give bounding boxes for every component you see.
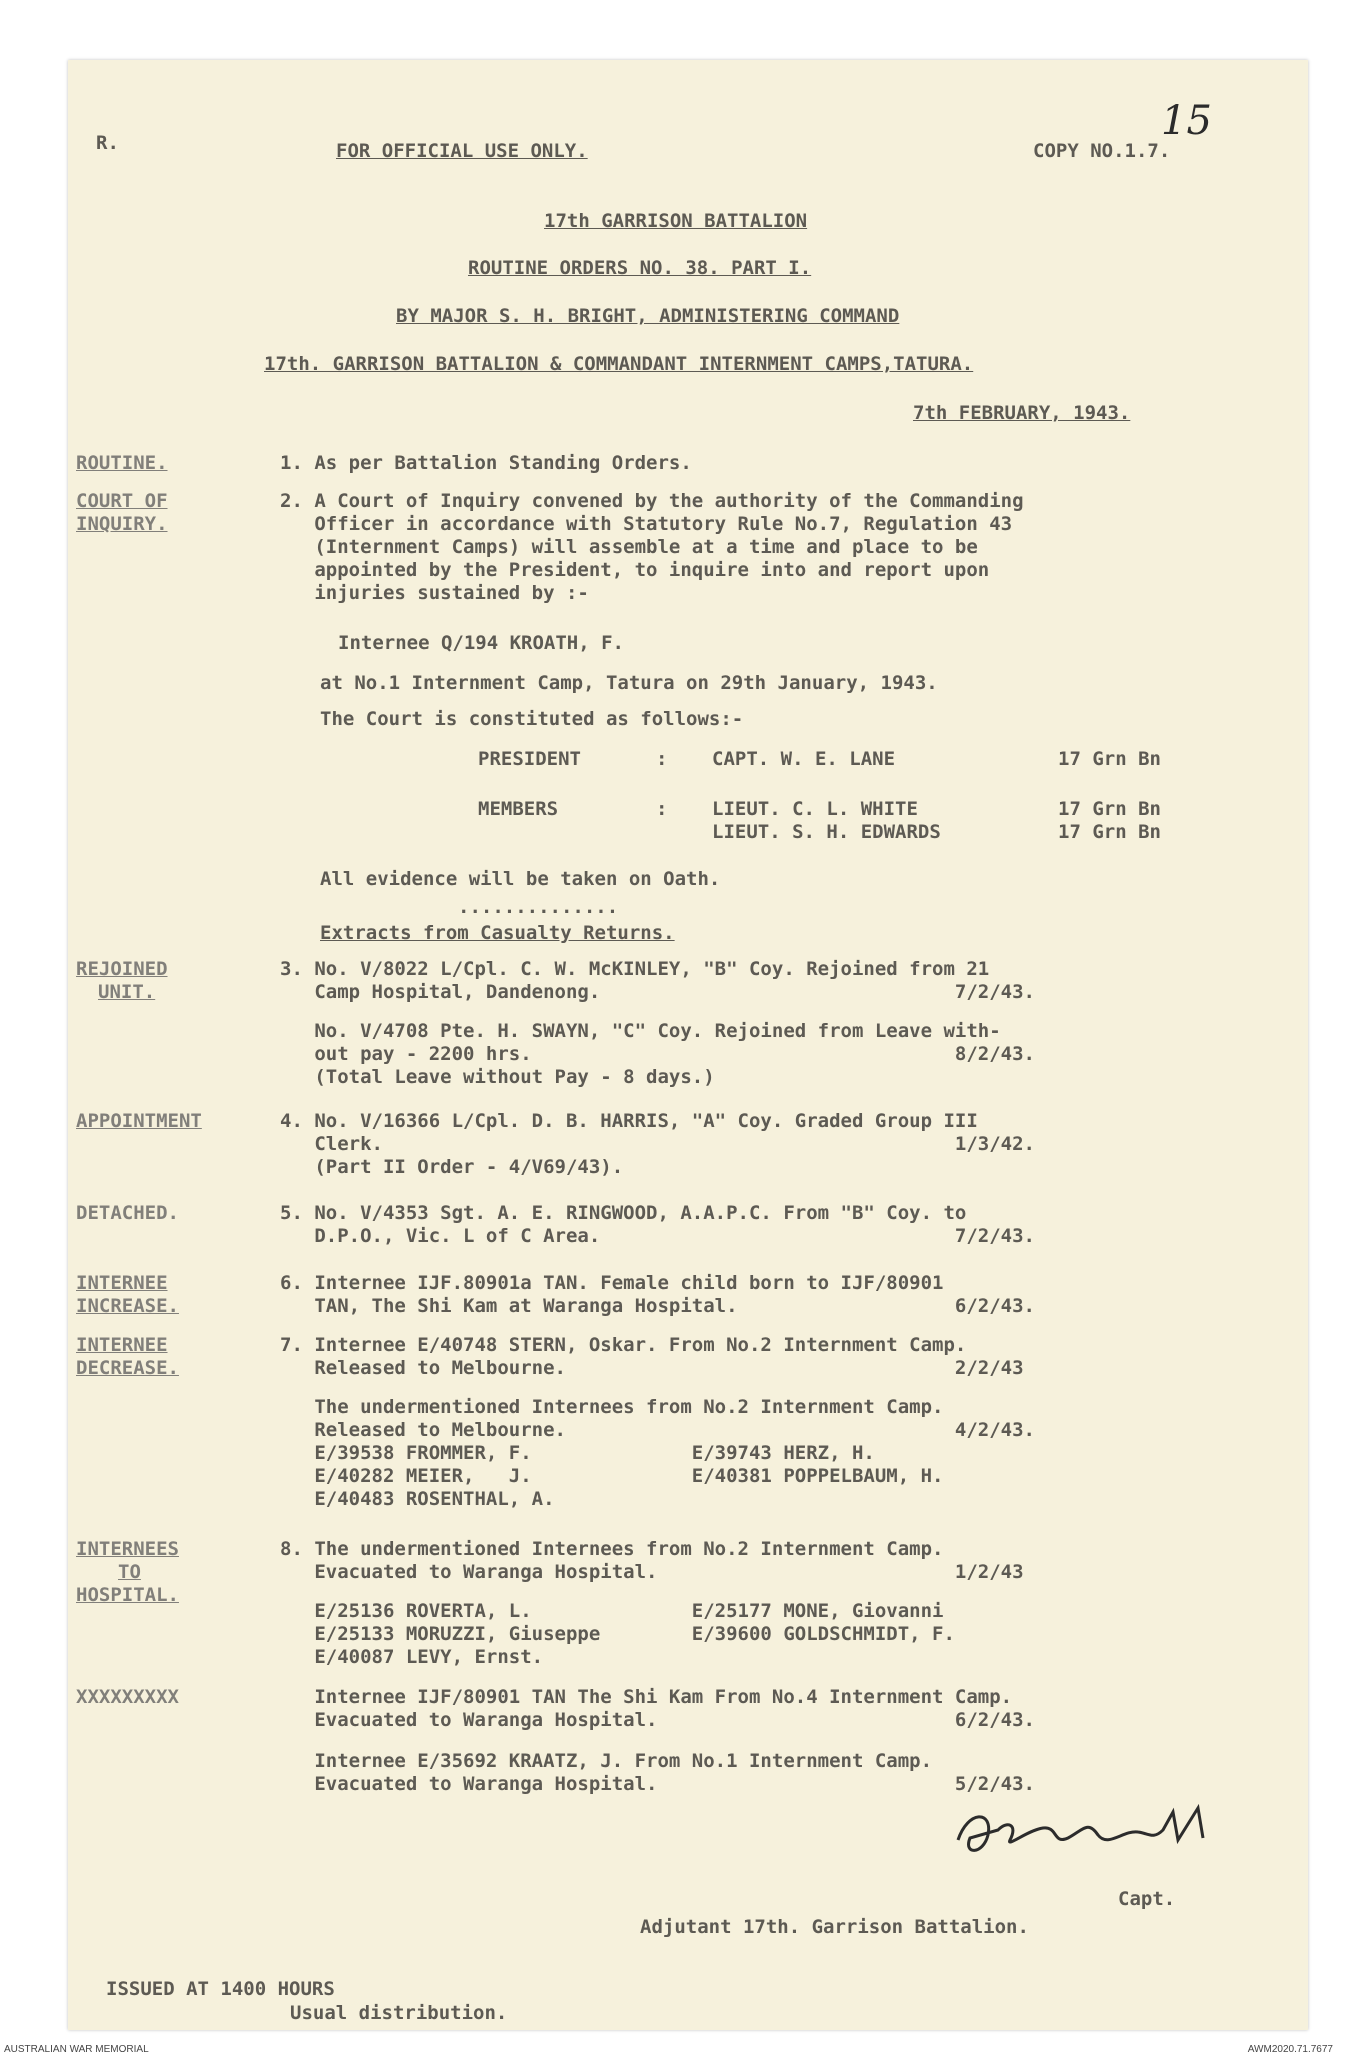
- undermentioned-line-1: The undermentioned Internees from No.2 Internment Camp.: [280, 1396, 944, 1418]
- hospital-label-3: HOSPITAL.: [76, 1584, 179, 1606]
- rejoined-line-1: 3. No. V/8022 L/Cpl. C. W. McKINLEY, "B" Coy. Rejoined from 21: [280, 958, 990, 980]
- battalion-line: 17th. GARRISON BATTALION & COMMANDANT INTERNMENT CAMPS,TATURA.: [264, 353, 974, 375]
- document-page: [68, 60, 1308, 2030]
- members-label: MEMBERS: [478, 798, 559, 820]
- member-2-name: LIEUT. S. H. EDWARDS: [712, 821, 941, 843]
- appointment-line-1: 4. No. V/16366 L/Cpl. D. B. HARRIS, "A" Coy. Graded Group III: [280, 1110, 978, 1132]
- inquiry-line-4: appointed by the President, to inquire into and report upon: [280, 559, 990, 581]
- inquiry-label-2: INQUIRY.: [76, 513, 168, 535]
- detached-line-2: D.P.O., Vic. L of C Area. 7/2/43.: [280, 1225, 1035, 1247]
- president-label: PRESIDENT: [478, 748, 581, 770]
- hospital-names-3: E/40087 LEVY, Ernst.: [280, 1646, 544, 1668]
- detached-line-1: 5. No. V/4353 Sgt. A. E. RINGWOOD, A.A.P.C. From "B" Coy. to: [280, 1202, 967, 1224]
- undermentioned-line-2: Released to Melbourne. 4/2/43.: [280, 1419, 1035, 1441]
- order-date: 7th FEBRUARY, 1943.: [913, 402, 1131, 424]
- decrease-line-2: Released to Melbourne. 2/2/43: [280, 1357, 1024, 1379]
- archive-name: AUSTRALIAN WAR MEMORIAL: [4, 2044, 149, 2055]
- camp-line: at No.1 Internment Camp, Tatura on 29th January, 1943.: [320, 672, 938, 694]
- struck-label: XXXXXXXXX: [76, 1686, 179, 1708]
- detached-label: DETACHED.: [76, 1202, 179, 1224]
- evidence-line: All evidence will be taken on Oath.: [320, 868, 721, 890]
- signatory-rank: Capt.: [1118, 1888, 1176, 1910]
- rejoined2-line-2: out pay - 2200 hrs. 8/2/43.: [280, 1043, 1035, 1065]
- inquiry-label-1: COURT OF: [76, 490, 168, 512]
- transfer-1-line-1: Internee IJF/80901 TAN The Shi Kam From No.4 Internment Camp.: [280, 1686, 1013, 1708]
- member-1-unit: 17 Grn Bn: [1058, 798, 1161, 820]
- issued-time: ISSUED AT 1400 HOURS: [106, 1978, 335, 2000]
- released-names-2: E/40282 MEIER, J. E/40381 POPPELBAUM, H.: [280, 1465, 944, 1487]
- rejoined2-line-1: No. V/4708 Pte. H. SWAYN, "C" Coy. Rejoined from Leave with-: [280, 1020, 1001, 1042]
- hospital-line-2: Evacuated to Waranga Hospital. 1/2/43: [280, 1561, 1024, 1583]
- president-name: CAPT. W. E. LANE: [712, 748, 896, 770]
- signature: [948, 1800, 1248, 1874]
- distribution: Usual distribution.: [290, 2002, 508, 2024]
- archive-reference: AWM2020.71.7677: [1247, 2044, 1333, 2055]
- rejoined2-line-3: (Total Leave without Pay - 8 days.): [280, 1066, 715, 1088]
- inquiry-line-5: injuries sustained by :-: [280, 582, 589, 604]
- routine-label: ROUTINE.: [76, 452, 168, 474]
- inquiry-line-2: Officer in accordance with Statutory Rule No.7, Regulation 43: [280, 513, 1013, 535]
- hospital-label-2: TO: [118, 1561, 141, 1583]
- rejoined-label-2: UNIT.: [98, 981, 156, 1003]
- copy-number: COPY NO.1.7.: [1033, 140, 1171, 162]
- increase-line-2: TAN, The Shi Kam at Waranga Hospital. 6/2/43.: [280, 1295, 1035, 1317]
- president-unit: 17 Grn Bn: [1058, 748, 1161, 770]
- handwritten-copy-number: 15: [1161, 98, 1212, 144]
- released-names-1: E/39538 FROMMER, F. E/39743 HERZ, H.: [280, 1442, 875, 1464]
- released-names-3: E/40483 ROSENTHAL, A.: [280, 1488, 555, 1510]
- appointment-label: APPOINTMENT: [76, 1110, 202, 1132]
- hospital-names-2: E/25133 MORUZZI, Giuseppe E/39600 GOLDSCHMIDT, F.: [280, 1623, 955, 1645]
- extracts-heading: Extracts from Casualty Returns.: [320, 922, 675, 944]
- orders-title: ROUTINE ORDERS NO. 38. PART I.: [468, 257, 812, 279]
- appointment-line-2: Clerk. 1/3/42.: [280, 1133, 1035, 1155]
- dot-divider: ..............: [458, 896, 619, 918]
- court-line: The Court is constituted as follows:-: [320, 708, 744, 730]
- transfer-1-line-2: Evacuated to Waranga Hospital. 6/2/43.: [280, 1709, 1035, 1731]
- routine-text: 1. As per Battalion Standing Orders.: [280, 452, 692, 474]
- decrease-label-1: INTERNEE: [76, 1334, 168, 1356]
- archive-footer: [0, 2040, 1345, 2061]
- inquiry-line-3: (Internment Camps) will assemble at a time and place to be: [280, 536, 978, 558]
- member-2-unit: 17 Grn Bn: [1058, 821, 1161, 843]
- increase-line-1: 6. Internee IJF.80901a TAN. Female child born to IJF/80901: [280, 1272, 944, 1294]
- unit-title: 17th GARRISON BATTALION: [544, 210, 808, 232]
- member-1-name: LIEUT. C. L. WHITE: [712, 798, 918, 820]
- hospital-label-1: INTERNEES: [76, 1538, 179, 1560]
- hospital-names-1: E/25136 ROVERTA, L. E/25177 MONE, Giovanni: [280, 1600, 944, 1622]
- signature-scrawl-icon: [948, 1800, 1248, 1870]
- transfer-2-line-2: Evacuated to Waranga Hospital. 5/2/43.: [280, 1773, 1035, 1795]
- president-colon: :: [656, 748, 668, 770]
- signatory-title: Adjutant 17th. Garrison Battalion.: [640, 1916, 1029, 1938]
- increase-label-2: INCREASE.: [76, 1295, 179, 1317]
- rejoined-line-2: Camp Hospital, Dandenong. 7/2/43.: [280, 981, 1035, 1003]
- transfer-2-line-1: Internee E/35692 KRAATZ, J. From No.1 Internment Camp.: [280, 1750, 933, 1772]
- members-colon: :: [656, 798, 668, 820]
- page-mark: R.: [96, 132, 119, 154]
- increase-label-1: INTERNEE: [76, 1272, 168, 1294]
- inquiry-line-1: 2. A Court of Inquiry convened by the authority of the Commanding: [280, 490, 1024, 512]
- rejoined-label-1: REJOINED: [76, 958, 168, 980]
- decrease-label-2: DECREASE.: [76, 1357, 179, 1379]
- hospital-line-1: 8. The undermentioned Internees from No.2 Internment Camp.: [280, 1538, 944, 1560]
- appointment-line-3: (Part II Order - 4/V69/43).: [280, 1156, 624, 1178]
- internee-line: Internee Q/194 KROATH, F.: [338, 632, 624, 654]
- decrease-line-1: 7. Internee E/40748 STERN, Oskar. From No.2 Internment Camp.: [280, 1334, 967, 1356]
- command-line: BY MAJOR S. H. BRIGHT, ADMINISTERING COMMAND: [396, 305, 900, 327]
- classification: FOR OFFICIAL USE ONLY.: [336, 140, 588, 162]
